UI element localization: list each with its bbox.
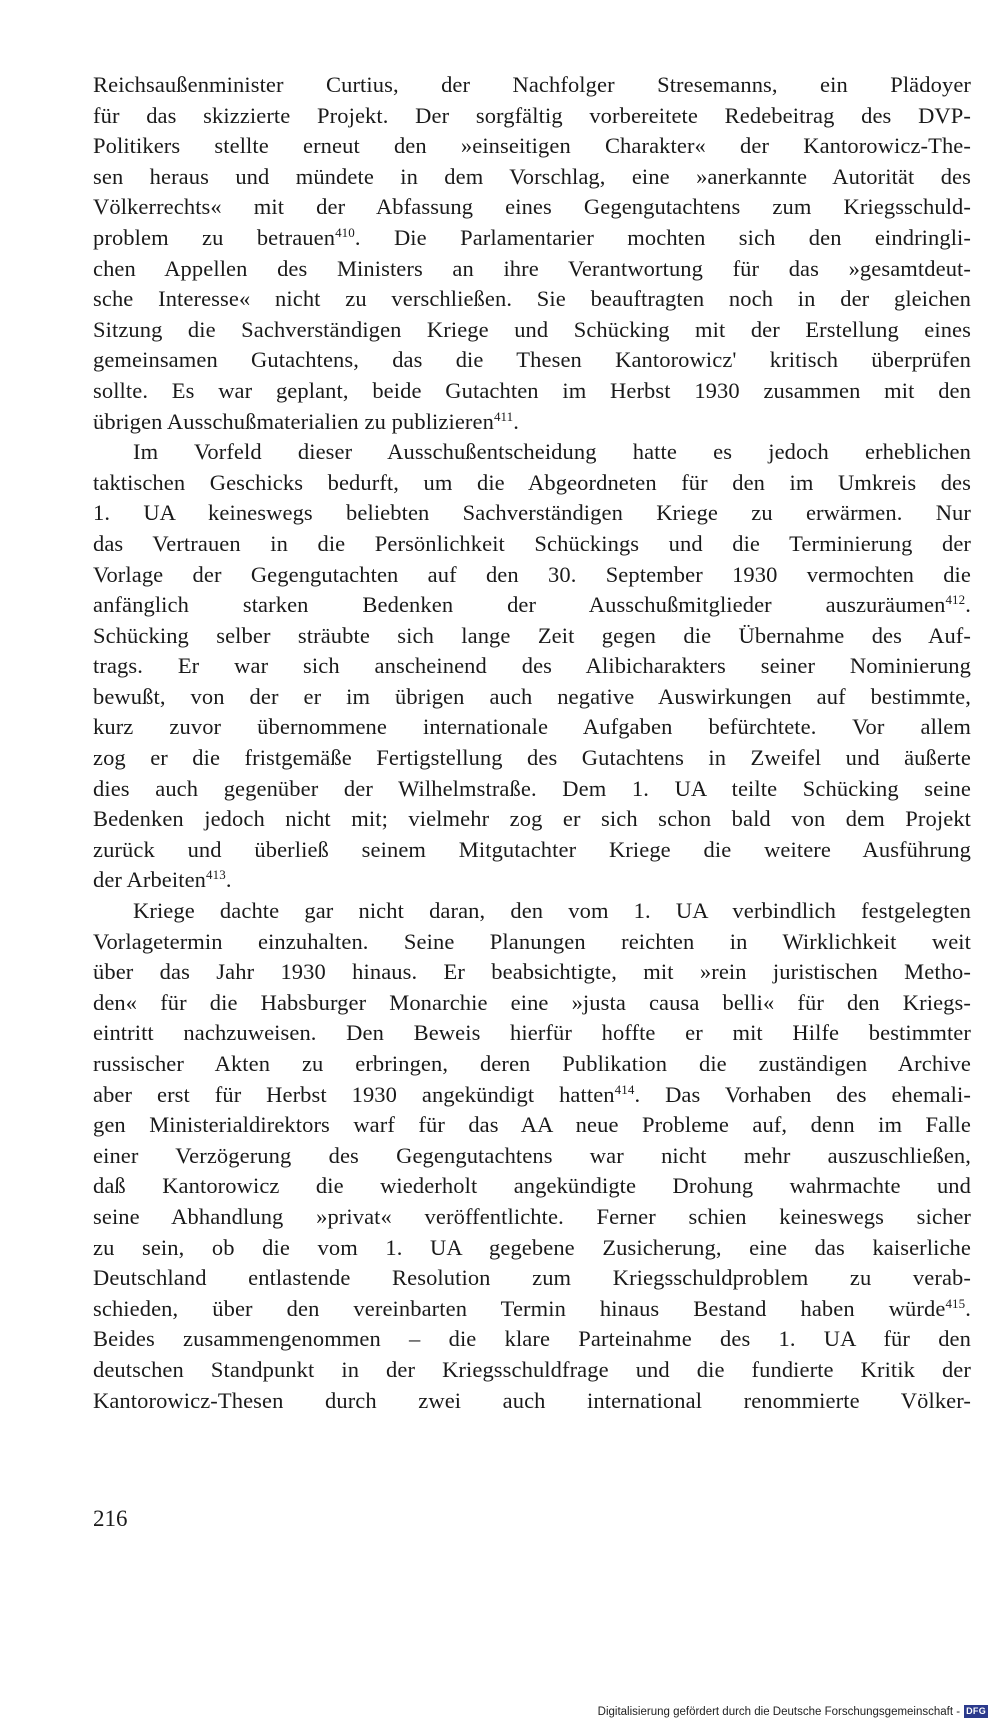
line-text: trags. Er war sich anscheinend des Alibicharakters seiner Nominierung (93, 653, 971, 679)
line-text: problem zu betrauen (93, 224, 336, 250)
line-text: den« für die Habsburger Monarchie eine »justa causa belli« für den Kriegs- (93, 989, 971, 1015)
line-text: einer Verzögerung des Gegengutachtens war nicht mehr auszuschließen, (93, 1142, 971, 1168)
line-text: Bedenken jedoch nicht mit; vielmehr zog er sich schon bald von dem Projekt (93, 806, 971, 832)
line-text: russischer Akten zu erbringen, deren Publikation die zuständigen Archive (93, 1051, 971, 1076)
text-line (93, 621, 971, 652)
line-text: Sitzung die Sachverständigen Kriege und Schücking mit der Erstellung eines (93, 316, 971, 342)
line-text: Politikers stellte erneut den »einseitigen Charakter« der Kantorowicz-The- (93, 133, 971, 159)
line-text: das Vertrauen in die Persönlichkeit Schückings und die Terminierung der (93, 530, 971, 556)
line-text: Vorlage der Gegengutachten auf den 30. September 1930 vermochten die (93, 561, 971, 587)
line-text: chen Appellen des Ministers an ihre Verantwortung für das »gesamtdeut- (93, 255, 971, 281)
footnote-marker: 414 (614, 1081, 635, 1097)
text-line (93, 712, 971, 743)
line-text: gen Ministerialdirektors warf für das AA neue Probleme auf, denn im Falle (93, 1112, 971, 1138)
line-text: kurz zuvor übernommene internationale Aufgaben befürchtete. Vor allem (93, 714, 971, 740)
text-line (93, 1080, 971, 1111)
text-line (93, 804, 971, 835)
text-line (93, 590, 971, 621)
line-text: Kantorowicz-Thesen durch zwei auch international renommierte Völker- (93, 1387, 971, 1413)
line-text: Vorlagetermin einzuhalten. Seine Planungen reichten in Wirklichkeit weit (93, 928, 971, 954)
text-line (93, 988, 971, 1019)
text-line (93, 162, 971, 193)
line-text-continued: . Das Vorhaben des ehemali- (634, 1081, 971, 1107)
line-text: Kriege dachte gar nicht daran, den vom 1. UA verbindlich festgelegten (133, 898, 971, 924)
line-text: eintritt nachzuweisen. Den Beweis hierfür hoffte er mit Hilfe bestimmter (93, 1020, 971, 1046)
text-line (93, 1294, 971, 1325)
line-text: dies auch gegenüber der Wilhelmstraße. Dem 1. UA teilte Schücking seine (93, 775, 971, 801)
body-text (93, 70, 971, 1416)
line-text: der Arbeiten (93, 867, 207, 893)
line-text: anfänglich starken Bedenken der Ausschußmitglieder auszuräumen (93, 592, 946, 618)
line-text: aber erst für Herbst 1930 angekündigt hatten (93, 1081, 615, 1107)
text-line (93, 835, 971, 866)
footnote-marker: 411 (493, 408, 514, 424)
text-line (93, 774, 971, 805)
line-text: Reichsaußenminister Curtius, der Nachfolger Stresemanns, ein Plädoyer (93, 72, 971, 97)
text-line (93, 101, 971, 132)
line-text: sollte. Es war geplant, beide Gutachten im Herbst 1930 zusammen mit den (93, 377, 971, 403)
line-text: seine Abhandlung »privat« veröffentlichte. Ferner schien keineswegs sicher (93, 1203, 971, 1229)
text-line (93, 1355, 971, 1386)
line-text: über das Jahr 1930 hinaus. Er beabsichtigte, mit »rein juristischen Metho- (93, 959, 971, 985)
text-line (93, 1141, 971, 1172)
line-text: 1. UA keineswegs beliebten Sachverständigen Kriege zu erwärmen. Nur (93, 500, 971, 526)
text-line (93, 192, 971, 223)
line-text: bewußt, von der er im übrigen auch negative Auswirkungen auf bestimmte, (93, 683, 971, 709)
text-line (93, 927, 971, 958)
line-text-continued: . (225, 867, 232, 893)
text-line (93, 1018, 971, 1049)
text-line (93, 131, 971, 162)
text-line (93, 468, 971, 499)
digitization-credit: Digitalisierung gefördert durch die Deutsche Forschungsgemeinschaft - (597, 1705, 961, 1718)
line-text: zurück und überließ seinem Mitgutachter Kriege die weitere Ausführung (93, 836, 971, 862)
line-text: sche Interesse« nicht zu verschließen. Sie beauftragten noch in der gleichen (93, 286, 971, 312)
text-line (93, 1202, 971, 1233)
line-text: für das skizzierte Projekt. Der sorgfältig vorbereitete Redebeitrag des DVP- (93, 102, 971, 128)
footnote-marker: 413 (206, 867, 226, 883)
line-text: Schücking selber sträubte sich lange Zeit gegen die Übernahme des Auf- (93, 622, 971, 648)
text-line (93, 407, 971, 438)
dfg-logo-icon: DFG (966, 1706, 986, 1716)
text-line (93, 1110, 971, 1141)
text-line (93, 651, 971, 682)
line-text-continued: . Die Parlamentarier mochten sich den eindringli- (354, 224, 971, 250)
text-line (93, 865, 971, 896)
text-line (93, 315, 971, 346)
text-line (93, 957, 971, 988)
text-line (93, 1263, 971, 1294)
text-line (93, 896, 971, 927)
line-text-continued: . (513, 408, 520, 434)
text-line (93, 376, 971, 407)
footnote-marker: 415 (945, 1295, 966, 1311)
text-line (93, 1324, 971, 1355)
line-text-continued: . (965, 1295, 971, 1321)
line-text: gemeinsamen Gutachtens, das die Thesen Kantorowicz' kritisch überprüfen (93, 347, 971, 373)
line-text: daß Kantorowicz die wiederholt angekündigte Drohung wahrmachte und (93, 1173, 971, 1199)
text-line (93, 223, 971, 254)
page-number: 216 (93, 1506, 128, 1531)
text-line (93, 70, 971, 101)
text-line (93, 498, 971, 529)
text-line (93, 437, 971, 468)
line-text: zu sein, ob die vom 1. UA gegebene Zusicherung, eine das kaiserliche (93, 1234, 971, 1260)
line-text: sen heraus und mündete in dem Vorschlag, eine »anerkannte Autorität des (93, 163, 971, 189)
line-text: taktischen Geschicks bedurft, um die Abgeordneten für den im Umkreis des (93, 469, 971, 495)
text-line (93, 1233, 971, 1264)
text-line (93, 1171, 971, 1202)
text-line (93, 743, 971, 774)
line-text: Im Vorfeld dieser Ausschußentscheidung hatte es jedoch erheblichen (133, 439, 971, 465)
line-text: Beides zusammengenommen – die klare Parteinahme des 1. UA für den (93, 1326, 971, 1352)
line-text: Völkerrechts« mit der Abfassung eines Gegengutachtens zum Kriegsschuld- (93, 194, 971, 220)
text-line (93, 560, 971, 591)
line-text: deutschen Standpunkt in der Kriegsschuldfrage und die fundierte Kritik der (93, 1356, 971, 1382)
text-line (93, 254, 971, 285)
line-text-continued: . (965, 592, 971, 618)
text-line (93, 529, 971, 560)
digitization-banner (598, 1705, 988, 1718)
text-line (93, 1386, 971, 1417)
text-line (93, 682, 971, 713)
footnote-marker: 410 (335, 224, 355, 240)
text-line (93, 1049, 971, 1080)
line-text: zog er die fristgemäße Fertigstellung des Gutachtens in Zweifel und äußerte (93, 745, 971, 771)
footnote-marker: 412 (945, 592, 966, 608)
line-text: Deutschland entlastende Resolution zum Kriegsschuldproblem zu verab- (93, 1265, 971, 1291)
text-line (93, 284, 971, 315)
line-text: übrigen Ausschußmaterialien zu publizieren (93, 408, 494, 434)
line-text: schieden, über den vereinbarten Termin hinaus Bestand haben würde (93, 1295, 946, 1321)
text-line (93, 345, 971, 376)
